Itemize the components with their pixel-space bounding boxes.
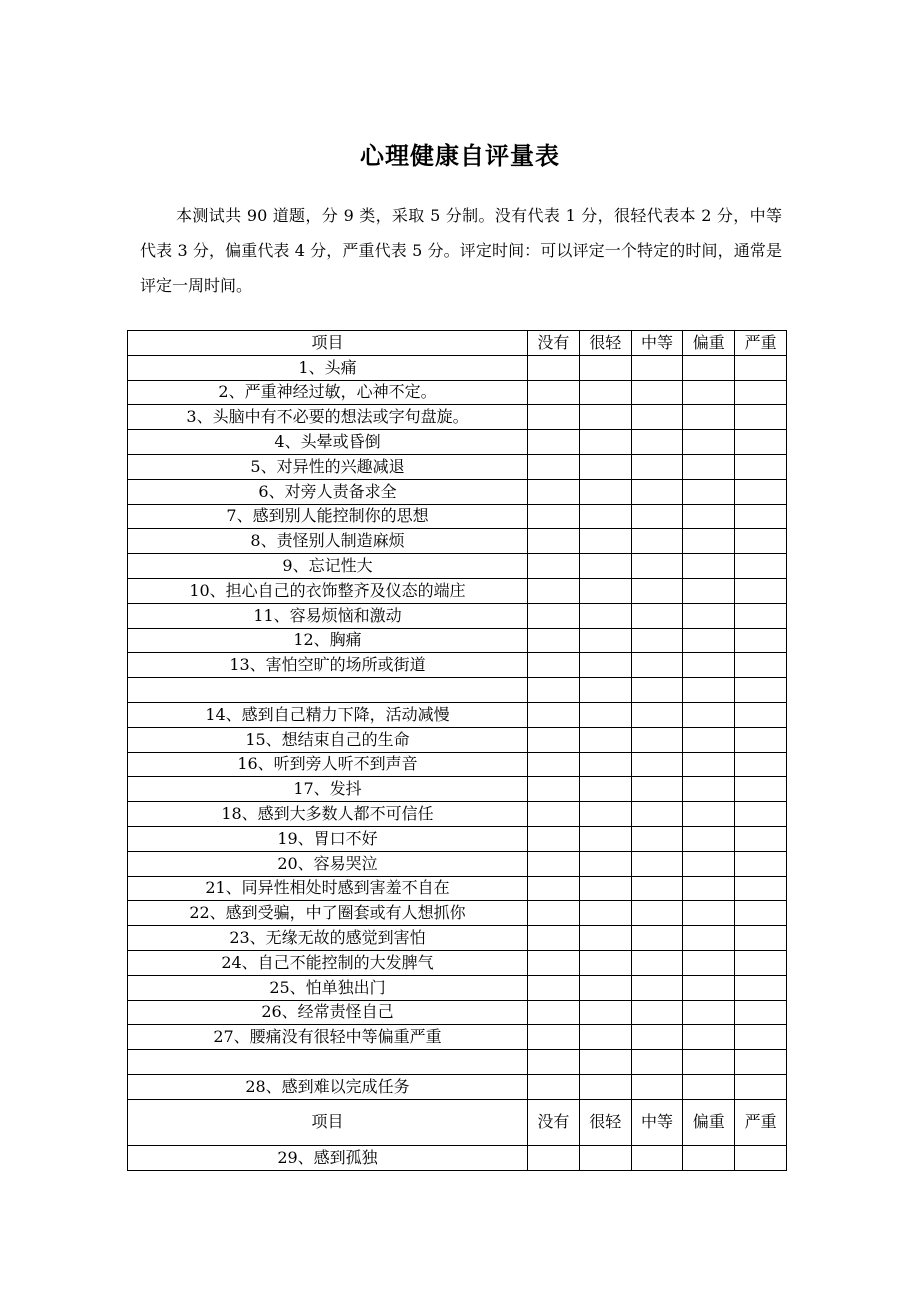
rating-cell[interactable]	[735, 1074, 787, 1099]
rating-cell[interactable]	[528, 454, 580, 479]
rating-cell[interactable]	[528, 975, 580, 1000]
rating-cell[interactable]	[579, 578, 631, 603]
rating-cell[interactable]	[735, 653, 787, 678]
rating-cell[interactable]	[683, 1025, 735, 1050]
rating-cell[interactable]	[528, 479, 580, 504]
table-row	[128, 355, 787, 380]
rating-cell[interactable]	[579, 479, 631, 504]
rating-cell[interactable]	[579, 380, 631, 405]
rating-cell[interactable]	[683, 603, 735, 628]
table-header-row	[128, 1099, 787, 1145]
rating-cell[interactable]	[528, 876, 580, 901]
rating-cell[interactable]	[528, 628, 580, 653]
table-row	[128, 554, 787, 579]
table-row	[128, 1000, 787, 1025]
rating-cell[interactable]	[528, 578, 580, 603]
rating-cell[interactable]	[683, 578, 735, 603]
column-header-option: 没有	[528, 331, 580, 356]
rating-cell[interactable]	[579, 752, 631, 777]
rating-cell[interactable]	[735, 578, 787, 603]
rating-cell[interactable]	[579, 355, 631, 380]
rating-cell[interactable]	[579, 1025, 631, 1050]
rating-cell[interactable]	[631, 1025, 683, 1050]
rating-cell[interactable]	[683, 1145, 735, 1170]
table-row	[128, 603, 787, 628]
rating-cell[interactable]	[631, 1145, 683, 1170]
rating-cell[interactable]	[579, 430, 631, 455]
rating-cell[interactable]	[631, 901, 683, 926]
item-text: 5、对异性的兴趣减退	[128, 454, 528, 479]
item-text	[128, 678, 528, 703]
item-text: 26、经常责怪自己	[128, 1000, 528, 1025]
rating-cell[interactable]	[528, 554, 580, 579]
rating-cell[interactable]	[579, 1074, 631, 1099]
table-row	[128, 950, 787, 975]
rating-cell[interactable]	[631, 1000, 683, 1025]
item-text: 6、对旁人责备求全	[128, 479, 528, 504]
table-row	[128, 628, 787, 653]
rating-cell[interactable]	[631, 702, 683, 727]
rating-cell[interactable]	[683, 430, 735, 455]
rating-cell[interactable]	[579, 678, 631, 703]
rating-cell[interactable]	[579, 901, 631, 926]
rating-cell[interactable]	[631, 1074, 683, 1099]
rating-cell[interactable]	[631, 1050, 683, 1075]
rating-cell[interactable]	[528, 653, 580, 678]
rating-cell[interactable]	[528, 777, 580, 802]
table-row	[128, 727, 787, 752]
table-row	[128, 504, 787, 529]
rating-cell[interactable]	[579, 802, 631, 827]
rating-cell[interactable]	[735, 380, 787, 405]
rating-cell[interactable]	[631, 504, 683, 529]
rating-cell[interactable]	[735, 628, 787, 653]
rating-cell[interactable]	[528, 1000, 580, 1025]
rating-cell[interactable]	[683, 876, 735, 901]
column-header-item: 项目	[128, 1099, 528, 1145]
table-row	[128, 380, 787, 405]
rating-cell[interactable]	[735, 1145, 787, 1170]
rating-cell[interactable]	[735, 826, 787, 851]
item-text: 23、无缘无故的感觉到害怕	[128, 926, 528, 951]
rating-cell[interactable]	[579, 1145, 631, 1170]
column-header-option: 中等	[631, 1099, 683, 1145]
rating-cell[interactable]	[631, 777, 683, 802]
rating-cell[interactable]	[735, 926, 787, 951]
rating-cell[interactable]	[528, 430, 580, 455]
rating-cell[interactable]	[528, 727, 580, 752]
rating-cell[interactable]	[631, 876, 683, 901]
rating-cell[interactable]	[683, 355, 735, 380]
column-header-option: 严重	[735, 1099, 787, 1145]
rating-cell[interactable]	[735, 727, 787, 752]
rating-cell[interactable]	[683, 802, 735, 827]
rating-cell[interactable]	[735, 876, 787, 901]
table-row	[128, 876, 787, 901]
rating-table-body	[128, 331, 787, 1171]
rating-cell[interactable]	[735, 752, 787, 777]
intro-paragraph: 本测试共 90 道题，分 9 类，采取 5 分制。没有代表 1 分，很轻代表本 2 分，中等代表 3 分，偏重代表 4 分，严重代表 5 分。评定时间：可以评定一个特定的时间，通常是评定一周时间。	[140, 206, 782, 295]
rating-cell[interactable]	[683, 752, 735, 777]
rating-cell[interactable]	[735, 454, 787, 479]
rating-cell[interactable]	[528, 678, 580, 703]
table-row	[128, 678, 787, 703]
rating-cell[interactable]	[683, 504, 735, 529]
item-text: 9、忘记性大	[128, 554, 528, 579]
rating-cell[interactable]	[631, 454, 683, 479]
rating-cell[interactable]	[631, 678, 683, 703]
rating-cell[interactable]	[683, 1074, 735, 1099]
rating-cell[interactable]	[579, 405, 631, 430]
rating-cell[interactable]	[631, 405, 683, 430]
column-header-option: 严重	[735, 331, 787, 356]
rating-cell[interactable]	[528, 1074, 580, 1099]
column-header-option: 没有	[528, 1099, 580, 1145]
rating-cell[interactable]	[528, 380, 580, 405]
rating-cell[interactable]	[579, 1050, 631, 1075]
rating-cell[interactable]	[631, 355, 683, 380]
rating-cell[interactable]	[735, 430, 787, 455]
rating-cell[interactable]	[631, 752, 683, 777]
table-row	[128, 1050, 787, 1075]
rating-cell[interactable]	[579, 926, 631, 951]
rating-cell[interactable]	[735, 1050, 787, 1075]
rating-cell[interactable]	[631, 603, 683, 628]
rating-cell[interactable]	[683, 454, 735, 479]
rating-cell[interactable]	[735, 975, 787, 1000]
rating-cell[interactable]	[579, 826, 631, 851]
rating-cell[interactable]	[683, 380, 735, 405]
rating-cell[interactable]	[631, 628, 683, 653]
rating-cell[interactable]	[528, 926, 580, 951]
table-row	[128, 777, 787, 802]
rating-cell[interactable]	[528, 529, 580, 554]
table-row	[128, 430, 787, 455]
table-row	[128, 454, 787, 479]
rating-cell[interactable]	[631, 926, 683, 951]
rating-cell[interactable]	[631, 430, 683, 455]
rating-cell[interactable]	[528, 504, 580, 529]
rating-cell[interactable]	[631, 380, 683, 405]
table-row	[128, 529, 787, 554]
table-row	[128, 1025, 787, 1050]
table-row	[128, 851, 787, 876]
rating-cell[interactable]	[683, 529, 735, 554]
rating-cell[interactable]	[683, 727, 735, 752]
table-row	[128, 975, 787, 1000]
rating-cell[interactable]	[579, 529, 631, 554]
rating-cell[interactable]	[735, 777, 787, 802]
rating-cell[interactable]	[579, 454, 631, 479]
item-text: 18、感到大多数人都不可信任	[128, 802, 528, 827]
rating-cell[interactable]	[735, 355, 787, 380]
item-text: 28、感到难以完成任务	[128, 1074, 528, 1099]
rating-cell[interactable]	[683, 826, 735, 851]
page-title: 心理健康自评量表	[360, 141, 560, 170]
table-row	[128, 405, 787, 430]
rating-cell[interactable]	[631, 975, 683, 1000]
rating-cell[interactable]	[528, 1025, 580, 1050]
table-header-row	[128, 331, 787, 356]
table-row	[128, 702, 787, 727]
rating-cell[interactable]	[528, 702, 580, 727]
rating-cell[interactable]	[528, 1050, 580, 1075]
rating-cell[interactable]	[528, 752, 580, 777]
rating-cell[interactable]	[683, 777, 735, 802]
rating-cell[interactable]	[631, 653, 683, 678]
item-text: 11、容易烦恼和激动	[128, 603, 528, 628]
rating-cell[interactable]	[683, 926, 735, 951]
rating-cell[interactable]	[735, 950, 787, 975]
item-text: 25、怕单独出门	[128, 975, 528, 1000]
rating-cell[interactable]	[735, 529, 787, 554]
rating-cell[interactable]	[631, 802, 683, 827]
item-text: 13、害怕空旷的场所或街道	[128, 653, 528, 678]
rating-cell[interactable]	[683, 628, 735, 653]
rating-cell[interactable]	[579, 653, 631, 678]
rating-cell[interactable]	[735, 479, 787, 504]
rating-cell[interactable]	[579, 851, 631, 876]
table-row	[128, 1074, 787, 1099]
rating-cell[interactable]	[528, 355, 580, 380]
rating-cell[interactable]	[631, 529, 683, 554]
column-header-option: 中等	[631, 331, 683, 356]
rating-cell[interactable]	[631, 851, 683, 876]
rating-cell[interactable]	[683, 851, 735, 876]
rating-table	[127, 330, 787, 1171]
item-text: 12、胸痛	[128, 628, 528, 653]
rating-cell[interactable]	[735, 802, 787, 827]
item-text	[128, 1050, 528, 1075]
rating-cell[interactable]	[579, 950, 631, 975]
rating-cell[interactable]	[579, 504, 631, 529]
rating-cell[interactable]	[735, 554, 787, 579]
column-header-option: 偏重	[683, 331, 735, 356]
rating-cell[interactable]	[683, 554, 735, 579]
column-header-option: 很轻	[579, 1099, 631, 1145]
rating-cell[interactable]	[528, 1145, 580, 1170]
item-text: 27、腰痛没有很轻中等偏重严重	[128, 1025, 528, 1050]
item-text: 10、担心自己的衣饰整齐及仪态的端庄	[128, 578, 528, 603]
item-text: 17、发抖	[128, 777, 528, 802]
rating-cell[interactable]	[735, 603, 787, 628]
column-header-item: 项目	[128, 331, 528, 356]
item-text: 20、容易哭泣	[128, 851, 528, 876]
rating-cell[interactable]	[528, 826, 580, 851]
rating-cell[interactable]	[735, 901, 787, 926]
rating-cell[interactable]	[683, 975, 735, 1000]
rating-cell[interactable]	[579, 554, 631, 579]
rating-cell[interactable]	[631, 950, 683, 975]
table-row	[128, 802, 787, 827]
rating-cell[interactable]	[735, 702, 787, 727]
item-text: 7、感到别人能控制你的思想	[128, 504, 528, 529]
rating-cell[interactable]	[579, 1000, 631, 1025]
rating-cell[interactable]	[631, 479, 683, 504]
rating-cell[interactable]	[528, 603, 580, 628]
item-text: 19、胃口不好	[128, 826, 528, 851]
rating-cell[interactable]	[631, 554, 683, 579]
table-row	[128, 752, 787, 777]
rating-cell[interactable]	[631, 727, 683, 752]
rating-cell[interactable]	[735, 1000, 787, 1025]
column-header-option: 很轻	[579, 331, 631, 356]
item-text: 15、想结束自己的生命	[128, 727, 528, 752]
rating-cell[interactable]	[528, 901, 580, 926]
table-row	[128, 901, 787, 926]
rating-cell[interactable]	[528, 950, 580, 975]
item-text: 24、自己不能控制的大发脾气	[128, 950, 528, 975]
table-row	[128, 578, 787, 603]
table-row	[128, 1145, 787, 1170]
rating-cell[interactable]	[683, 950, 735, 975]
rating-cell[interactable]	[579, 727, 631, 752]
rating-cell[interactable]	[735, 405, 787, 430]
item-text: 2、严重神经过敏，心神不定。	[128, 380, 528, 405]
rating-cell[interactable]	[579, 975, 631, 1000]
table-row	[128, 653, 787, 678]
item-text: 14、感到自己精力下降，活动减慢	[128, 702, 528, 727]
rating-cell[interactable]	[579, 876, 631, 901]
rating-cell[interactable]	[528, 851, 580, 876]
rating-cell[interactable]	[683, 479, 735, 504]
rating-cell[interactable]	[579, 777, 631, 802]
rating-cell[interactable]	[735, 851, 787, 876]
rating-cell[interactable]	[735, 1025, 787, 1050]
rating-cell[interactable]	[683, 901, 735, 926]
rating-cell[interactable]	[683, 1000, 735, 1025]
rating-cell[interactable]	[528, 802, 580, 827]
rating-cell[interactable]	[735, 678, 787, 703]
rating-cell[interactable]	[579, 702, 631, 727]
item-text: 21、同异性相处时感到害羞不自在	[128, 876, 528, 901]
rating-cell[interactable]	[683, 1050, 735, 1075]
table-row	[128, 479, 787, 504]
rating-cell[interactable]	[631, 826, 683, 851]
rating-cell[interactable]	[683, 405, 735, 430]
item-text: 22、感到受骗，中了圈套或有人想抓你	[128, 901, 528, 926]
table-row	[128, 826, 787, 851]
rating-cell[interactable]	[683, 653, 735, 678]
table-row	[128, 926, 787, 951]
item-text: 29、感到孤独	[128, 1145, 528, 1170]
rating-cell[interactable]	[579, 628, 631, 653]
rating-cell[interactable]	[683, 678, 735, 703]
item-text: 3、头脑中有不必要的想法或字句盘旋。	[128, 405, 528, 430]
item-text: 4、头晕或昏倒	[128, 430, 528, 455]
rating-cell[interactable]	[579, 603, 631, 628]
column-header-option: 偏重	[683, 1099, 735, 1145]
item-text: 1、头痛	[128, 355, 528, 380]
rating-cell[interactable]	[528, 405, 580, 430]
rating-cell[interactable]	[735, 504, 787, 529]
rating-cell[interactable]	[683, 702, 735, 727]
item-text: 8、责怪别人制造麻烦	[128, 529, 528, 554]
item-text: 16、听到旁人听不到声音	[128, 752, 528, 777]
rating-cell[interactable]	[631, 578, 683, 603]
